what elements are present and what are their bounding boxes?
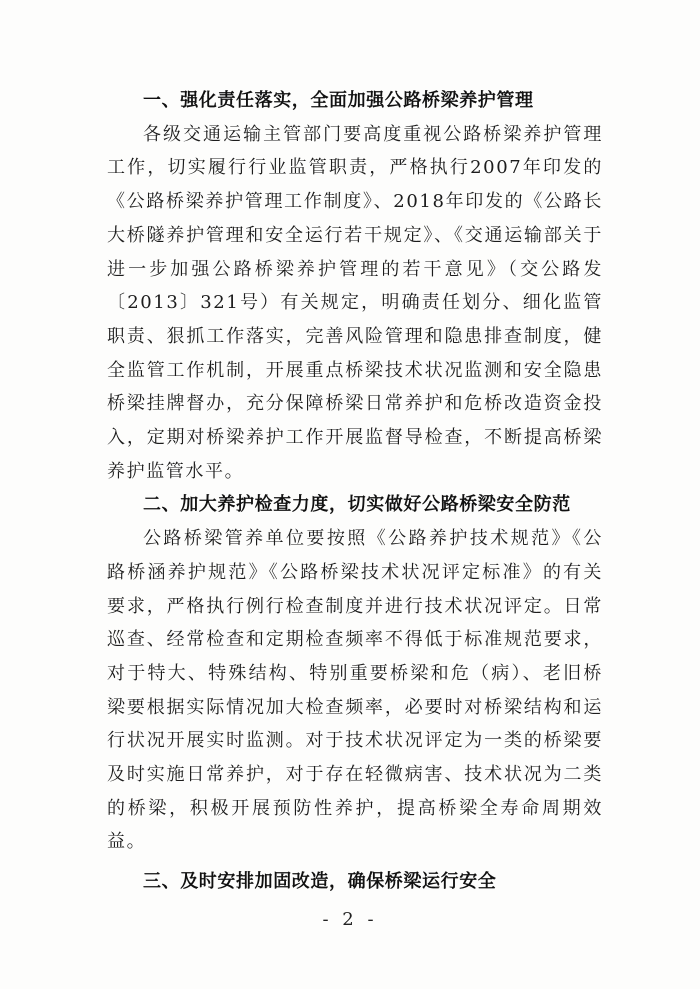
section-1-heading: 一、强化责任落实，全面加强公路桥梁养护管理: [143, 90, 534, 111]
section-2-heading: 二、加大养护检查力度，切实做好公路桥梁安全防范: [143, 494, 571, 516]
document-body: [107, 84, 603, 899]
section-2-paragraph: 公路桥梁管养单位要按照《公路养护技术规范》《公路桥涵养护规范》《公路桥梁技术状况评定标准》的有关要求，严格执行例行检查制度并进行技术状况评定。日常巡查、经常检查和定期检查频率不得低于标准规范要求，对于特大、特殊结构、特别重要桥梁和危（病）、老旧桥梁要根据实际情况加大检查频率，必要时对桥梁结构和运行状况开展实时监测。对于技术状况评定为一类的桥梁要及时实施日常养护，对于存在轻微病害、技术状况为二类的桥梁，积极开展预防性养护，提高桥梁全寿命周期效益。: [107, 528, 603, 853]
section-3-heading: 三、及时安排加固改造，确保桥梁运行安全: [143, 871, 497, 893]
section-1-paragraph: 各级交通运输主管部门要高度重视公路桥梁养护管理工作，切实履行行业监管职责，严格执行2007年印发的《公路桥梁养护管理工作制度》、2018年印发的《公路长大桥隧养护管理和安全运行若干规定》、《交通运输部关于进一步加强公路桥梁养护管理的若干意见》（交公路发〔2013〕321号）有关规定，明确责任划分、细化监管职责、狠抓工作落实，完善风险管理和隐患排查制度，健全监管工作机制，开展重点桥梁技术状况监测和安全隐患桥梁挂牌督办，充分保障桥梁日常养护和危桥改造资金投入，定期对桥梁养护工作开展监督导检查，不断提高桥梁养护监管水平。: [107, 123, 603, 482]
page-number: - 2 -: [322, 909, 378, 930]
